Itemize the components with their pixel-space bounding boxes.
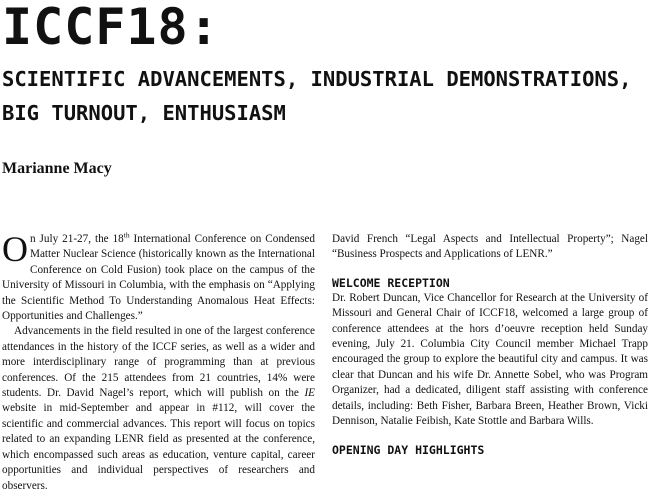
intro-text-a: n July 21-27, the 18 [30, 233, 124, 245]
paragraph-continued: David French “Legal Aspects and Intellectual Property”; Nagel “Business Prospects and Applications of LENR.” [332, 233, 648, 261]
right-column [332, 232, 648, 458]
article-subtitle: SCIENTIFIC ADVANCEMENTS, INDUSTRIAL DEMONSTRATIONS, BIG TURNOUT, ENTHUSIASM [2, 67, 632, 125]
advancements-text-b: website in mid-September and appear in #112, will cover the scientific and commercial advances. This report will focus on topics related to an expanding LENR field as presented at the conference, which encompassed such areas as education, venture capital, career opportunities and individual perspectives of researchers and observers. [2, 402, 315, 492]
article-title: ICCF18: [2, 0, 220, 56]
publication-name: IE [304, 387, 315, 400]
paragraph-advancements [2, 324, 315, 493]
section-heading-welcome: WELCOME RECEPTION [332, 275, 450, 290]
drop-cap: O [2, 229, 28, 269]
ordinal-suffix: th [123, 230, 130, 240]
advancements-text-a: Advancements in the field resulted in one of the largest conference attendances in the history of the ICCF series, as well as a wider and more interdisciplinary range of programming than at previous conferences. Of the 215 attendees from 21 countries, 14% were students. Dr. David Nagel’s report, which will publish on the [2, 325, 315, 400]
paragraph-intro [2, 229, 315, 324]
author-byline: Marianne Macy [2, 160, 112, 177]
paragraph-welcome: Dr. Robert Duncan, Vice Chancellor for Research at the University of Missouri and General Chair of ICCF18, welcomed a large group of conference attendees at the hors d’oeuvre reception held Sunday evening, July 21. Columbia City Council member Michael Trapp encouraged the group to explore the beautiful city and campus. It was clear that Duncan and his wife Dr. Annette Sobel, who was Program Organizer, had a dedicated, diligent staff assisting with conference details, including: Beth Fisher, Barbara Breen, Heather Brown, Vicki Dennison, Natalie Feibish, Kate Stottle and Barbara Wills. [332, 291, 648, 428]
left-column [2, 229, 315, 494]
section-heading-opening: OPENING DAY HIGHLIGHTS [332, 443, 485, 458]
intro-text-b: International Conference on Condensed Matter Nuclear Science (historically known as the International Conference on Cold Fusion) took place on the campus of the University of Missouri in Columbia, with the emphasis on “Applying the Scientific Method To Understanding Anomalous Heat Effects: Opportunities and Challenges.” [2, 233, 315, 323]
